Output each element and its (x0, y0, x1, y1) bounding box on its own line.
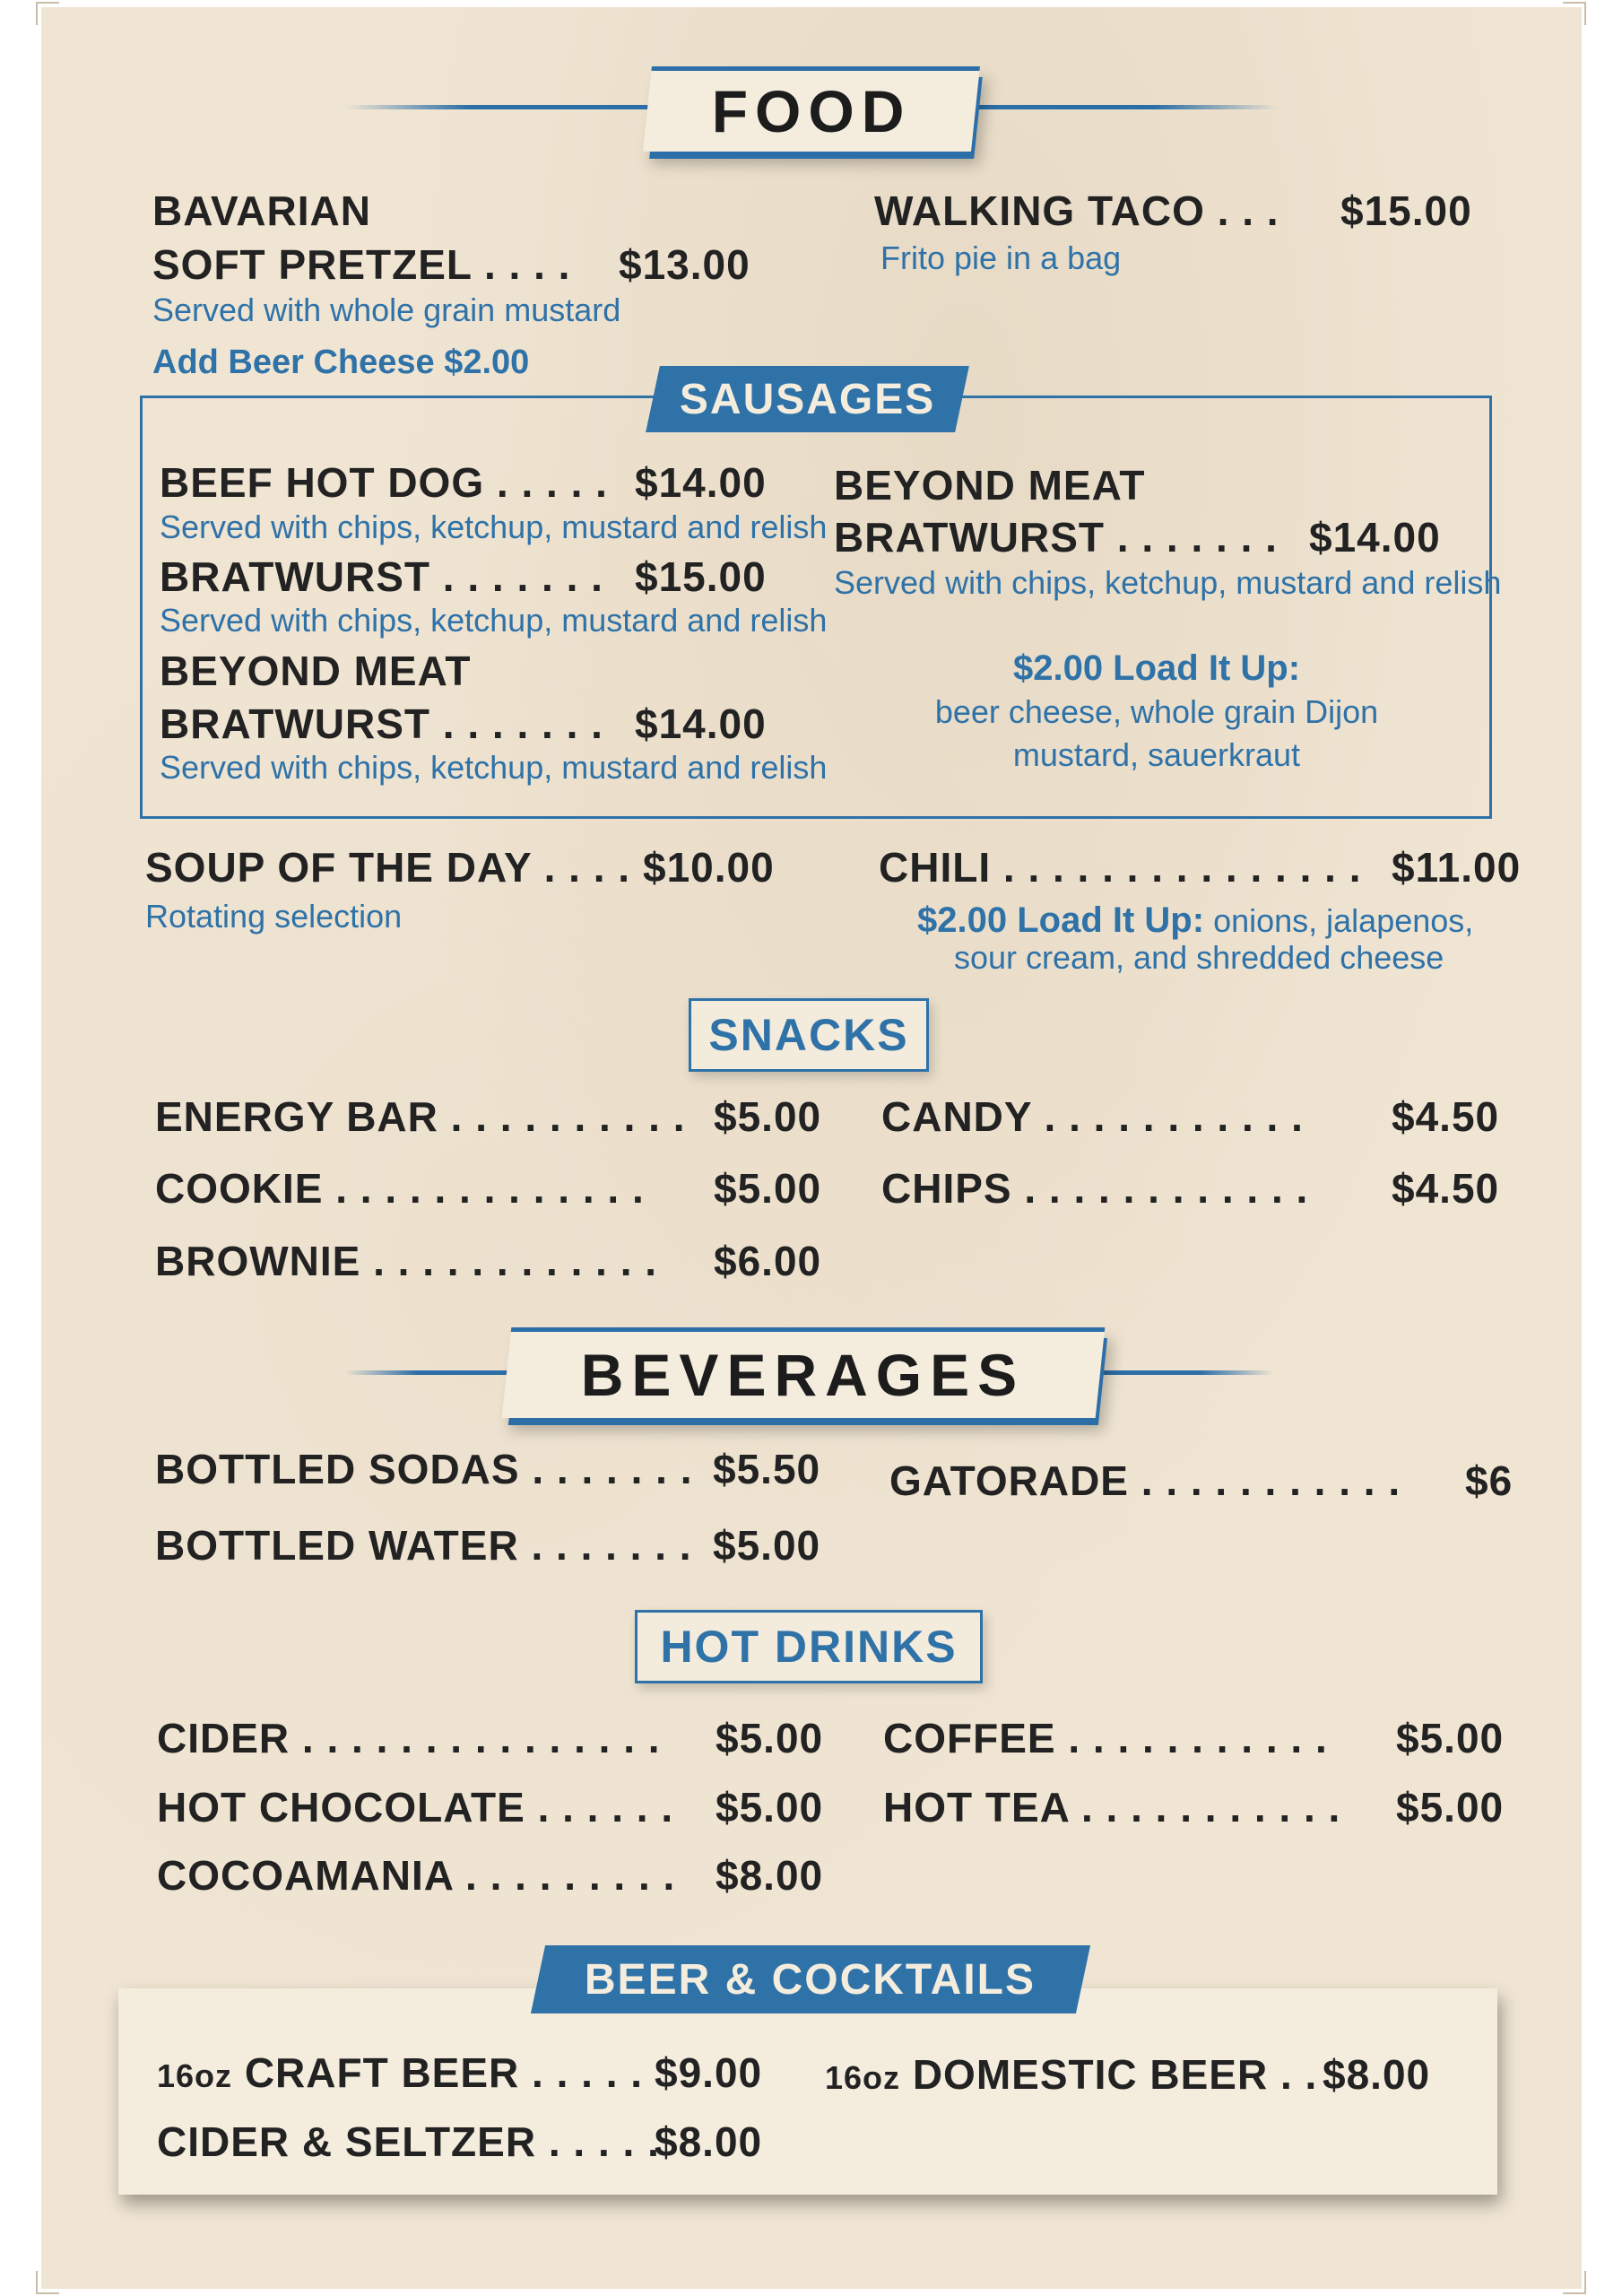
hot-drinks-heading (635, 1610, 983, 1683)
sausage-name-line1: BEYOND MEAT (160, 648, 472, 694)
pretzel-name-line2: SOFT PRETZEL . . . . (152, 241, 571, 288)
hot-drinks-heading-label: HOT DRINKS (660, 1622, 958, 1672)
taco-description: Frito pie in a bag (880, 239, 1122, 276)
beverage-name: BOTTLED SODAS . . . . . . . (155, 1446, 693, 1492)
snack-price: $5.00 (714, 1165, 822, 1212)
pretzel-addon: Add Beer Cheese $2.00 (152, 344, 530, 381)
snack-name: BROWNIE . . . . . . . . . . . . (155, 1238, 658, 1284)
soup-description: Rotating selection (145, 898, 403, 935)
snack-price: $6.00 (714, 1238, 822, 1284)
taco-name: WALKING TACO . . . (874, 187, 1279, 234)
sausage-name: BRATWURST . . . . . . . (160, 553, 603, 600)
sausage-price: $14.00 (1309, 514, 1441, 561)
sausage-name: BEEF HOT DOG . . . . . (160, 459, 608, 506)
chili-load-line1 (917, 902, 1473, 938)
chili-name: CHILI . . . . . . . . . . . . . . . (879, 844, 1362, 891)
snack-price: $4.50 (1392, 1165, 1500, 1212)
beverage-price: $5.00 (713, 1522, 821, 1569)
heading-rule-left (345, 105, 655, 109)
sausages-heading-banner (646, 366, 969, 432)
beer-heading-banner (531, 1945, 1090, 2013)
beer-price: $8.00 (655, 2118, 763, 2165)
pretzel-name-line1: BAVARIAN (152, 187, 371, 234)
beer-item (825, 2051, 1318, 2098)
heading-rule-right (1089, 1370, 1273, 1375)
beer-size: 16oz (825, 2059, 901, 2096)
sausages-heading: SAUSAGES (679, 375, 936, 423)
hot-drink-name: HOT CHOCOLATE . . . . . . (157, 1784, 674, 1831)
beverage-name: BOTTLED WATER . . . . . . . (155, 1522, 692, 1569)
snack-name: COOKIE . . . . . . . . . . . . . (155, 1165, 645, 1212)
snack-name: ENERGY BAR . . . . . . . . . . (155, 1093, 686, 1140)
chili-load-title: $2.00 Load It Up: (917, 900, 1205, 940)
sausage-price: $14.00 (635, 700, 767, 747)
snack-name: CANDY . . . . . . . . . . . (881, 1093, 1304, 1140)
crop-mark (1563, 2, 1586, 25)
sausage-description: Served with chips, ketchup, mustard and relish (834, 564, 1502, 601)
beer-heading: BEER & COCKTAILS (585, 1955, 1037, 2004)
load-it-up-title: $2.00 Load It Up: (1012, 648, 1301, 688)
hot-drink-price: $5.00 (716, 1784, 824, 1831)
beverages-heading-banner (502, 1327, 1106, 1418)
beer-price: $9.00 (655, 2049, 763, 2096)
crop-mark (1563, 2271, 1586, 2294)
chili-load-text: onions, jalapenos, (1204, 902, 1474, 939)
beverage-price: $5.50 (713, 1446, 821, 1492)
beverage-price: $6 (1465, 1457, 1514, 1504)
taco-price: $15.00 (1340, 187, 1472, 234)
heading-rule-right (968, 105, 1278, 109)
snack-price: $4.50 (1392, 1093, 1500, 1140)
hot-drink-name: HOT TEA . . . . . . . . . . . (883, 1784, 1341, 1831)
crop-mark (36, 2, 59, 25)
heading-rule-left (345, 1370, 525, 1375)
pretzel-price: $13.00 (619, 241, 750, 288)
beer-name: CRAFT BEER . . . . . (232, 2049, 644, 2096)
hot-drink-name: COFFEE . . . . . . . . . . . (883, 1715, 1328, 1761)
beverages-heading: BEVERAGES (581, 1342, 1026, 1408)
beer-name: CIDER & SELTZER . . . . . (157, 2118, 660, 2165)
snacks-heading (689, 998, 929, 1072)
snack-name: CHIPS . . . . . . . . . . . . (881, 1165, 1309, 1212)
sausage-price: $15.00 (635, 553, 767, 600)
snacks-heading-label: SNACKS (708, 1010, 909, 1060)
chili-price: $11.00 (1392, 844, 1522, 891)
beer-size: 16oz (157, 2057, 233, 2094)
hot-drink-price: $5.00 (1396, 1715, 1505, 1761)
beer-price: $8.00 (1323, 2051, 1431, 2098)
chili-load-line2: sour cream, and shredded cheese (954, 939, 1444, 976)
hot-drink-name: COCOAMANIA . . . . . . . . . (157, 1852, 676, 1899)
sausage-name: BRATWURST . . . . . . . (160, 700, 603, 747)
beer-name: DOMESTIC BEER . . (900, 2051, 1318, 2098)
beverage-name: GATORADE . . . . . . . . . . . (889, 1457, 1401, 1504)
sausage-price: $14.00 (635, 459, 767, 506)
hot-drink-price: $5.00 (716, 1715, 824, 1761)
load-it-up-line: mustard, sauerkraut (1012, 736, 1301, 773)
snack-price: $5.00 (714, 1093, 822, 1140)
soup-price: $10.00 (643, 844, 775, 891)
hot-drink-price: $5.00 (1396, 1784, 1505, 1831)
hot-drink-price: $8.00 (716, 1852, 824, 1899)
food-heading: FOOD (711, 78, 912, 144)
sausage-description: Served with chips, ketchup, mustard and relish (160, 509, 828, 545)
beer-item (157, 2049, 644, 2096)
sausage-name: BRATWURST . . . . . . . (834, 514, 1278, 561)
pretzel-description: Served with whole grain mustard (152, 291, 621, 328)
hot-drink-name: CIDER . . . . . . . . . . . . . . . (157, 1715, 661, 1761)
sausage-description: Served with chips, ketchup, mustard and relish (160, 602, 828, 639)
crop-mark (36, 2271, 59, 2294)
load-it-up-line: beer cheese, whole grain Dijon (934, 693, 1379, 730)
soup-name: SOUP OF THE DAY . . . . (145, 844, 631, 891)
sausage-name-line1: BEYOND MEAT (834, 462, 1146, 509)
food-heading-banner (643, 66, 980, 152)
sausage-description: Served with chips, ketchup, mustard and relish (160, 749, 828, 786)
